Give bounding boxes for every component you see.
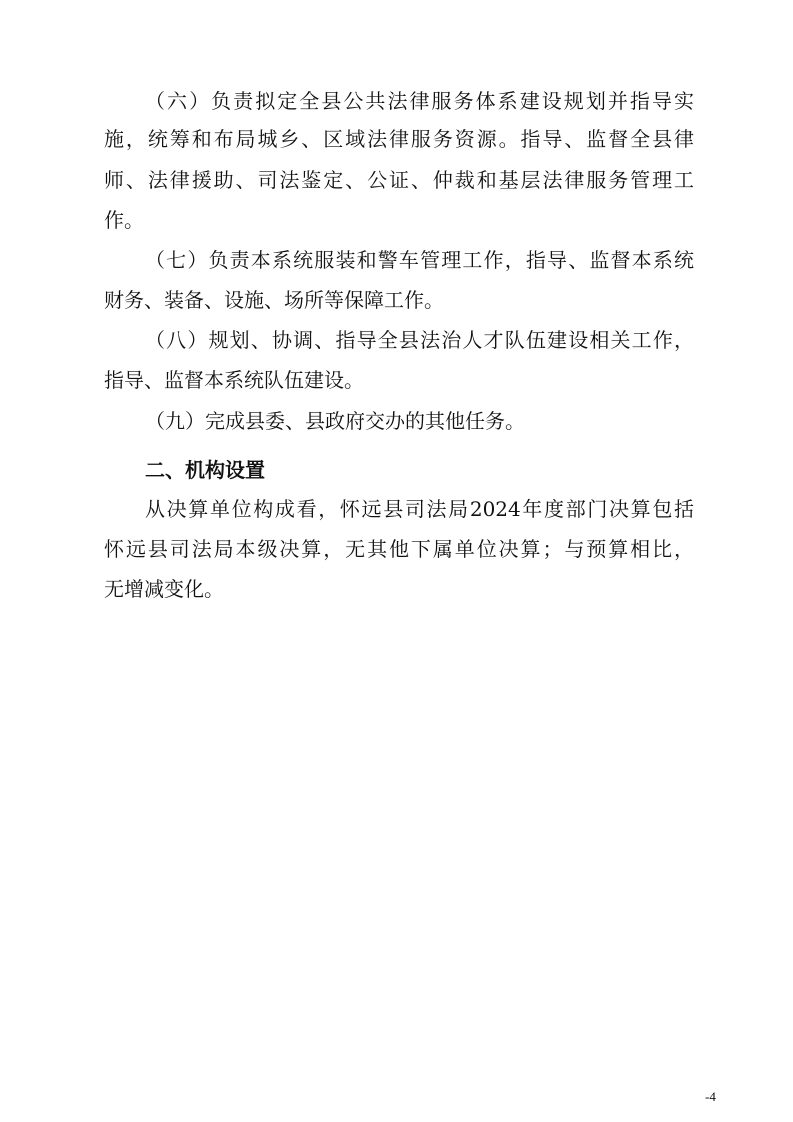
page-number: -4: [705, 1089, 716, 1104]
paragraph-7-line-1: （七）负责本系统服装和警车管理工作，指导、监督本系统: [145, 248, 694, 272]
paragraph-6-line-1: （六）负责拟定全县公共法律服务体系建设规划并指导实: [145, 89, 694, 113]
paragraph-6-line-3: 师、法律援助、司法鉴定、公证、仲裁和基层法律服务管理工: [104, 168, 694, 192]
section-paragraph-line-1: 从决算单位构成看，怀远县司法局2024年度部门决算包括: [145, 497, 694, 521]
section-paragraph-line-2: 怀远县司法局本级决算，无其他下属单位决算；与预算相比，: [104, 537, 694, 561]
paragraph-7-line-2: 财务、装备、设施、场所等保障工作。: [104, 288, 444, 312]
section-paragraph-line-3: 无增减变化。: [104, 577, 224, 601]
paragraph-9-line-1: （九）完成县委、县政府交办的其他任务。: [145, 409, 525, 433]
paragraph-8-line-2: 指导、监督本系统队伍建设。: [104, 368, 364, 392]
paragraph-6-line-2: 施，统筹和布局城乡、区域法律服务资源。指导、监督全县律: [104, 127, 694, 151]
paragraph-8-line-1: （八）规划、协调、指导全县法治人才队伍建设相关工作，: [145, 328, 694, 352]
section-heading: 二、机构设置: [145, 458, 265, 482]
paragraph-6-line-4: 作。: [104, 208, 144, 232]
